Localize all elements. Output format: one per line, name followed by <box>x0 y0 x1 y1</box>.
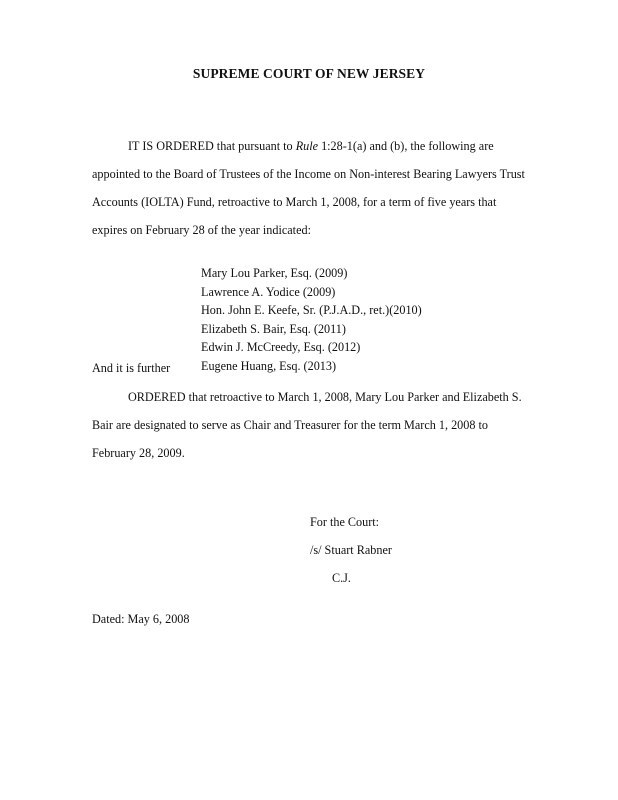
signature-title: C.J. <box>332 571 351 585</box>
appointee-item: Lawrence A. Yodice (2009) <box>201 284 336 299</box>
order-paragraph-line-2: appointed to the Board of Trustees of the Income on Non-interest Bearing Lawyers Trust <box>92 167 525 181</box>
order-paragraph-line-4: expires on February 28 of the year indicated: <box>92 223 311 237</box>
appointee-list <box>201 264 422 376</box>
appointee-item: Hon. John E. Keefe, Sr. (P.J.A.D., ret.)(2010) <box>201 303 422 318</box>
order-text-before-rule: IT IS ORDERED that pursuant to <box>128 139 296 153</box>
appointee-item: Elizabeth S. Bair, Esq. (2011) <box>201 321 346 336</box>
signature: /s/ Stuart Rabner <box>310 543 392 557</box>
court-title: SUPREME COURT OF NEW JERSEY <box>192 66 426 81</box>
further-text: And it is further <box>92 361 171 375</box>
appointee-item: Eugene Huang, Esq. (2013) <box>201 358 337 373</box>
ordered-paragraph-line-2: Bair are designated to serve as Chair and Treasurer for the term March 1, 2008 to <box>92 418 488 432</box>
order-paragraph-line-3: Accounts (IOLTA) Fund, retroactive to March 1, 2008, for a term of five years that <box>92 195 497 209</box>
rule-reference: Rule <box>295 139 319 153</box>
dated-line: Dated: May 6, 2008 <box>92 612 190 626</box>
order-paragraph-line-1 <box>128 139 494 154</box>
order-text-after-rule: 1:28-1(a) and (b), the following are <box>318 139 494 153</box>
ordered-paragraph-line-3: February 28, 2009. <box>92 446 185 460</box>
appointee-item: Edwin J. McCreedy, Esq. (2012) <box>201 340 361 355</box>
ordered-paragraph-line-1: ORDERED that retroactive to March 1, 2008, Mary Lou Parker and Elizabeth S. <box>128 390 522 404</box>
appointee-item: Mary Lou Parker, Esq. (2009) <box>201 266 348 280</box>
for-the-court: For the Court: <box>310 515 380 529</box>
